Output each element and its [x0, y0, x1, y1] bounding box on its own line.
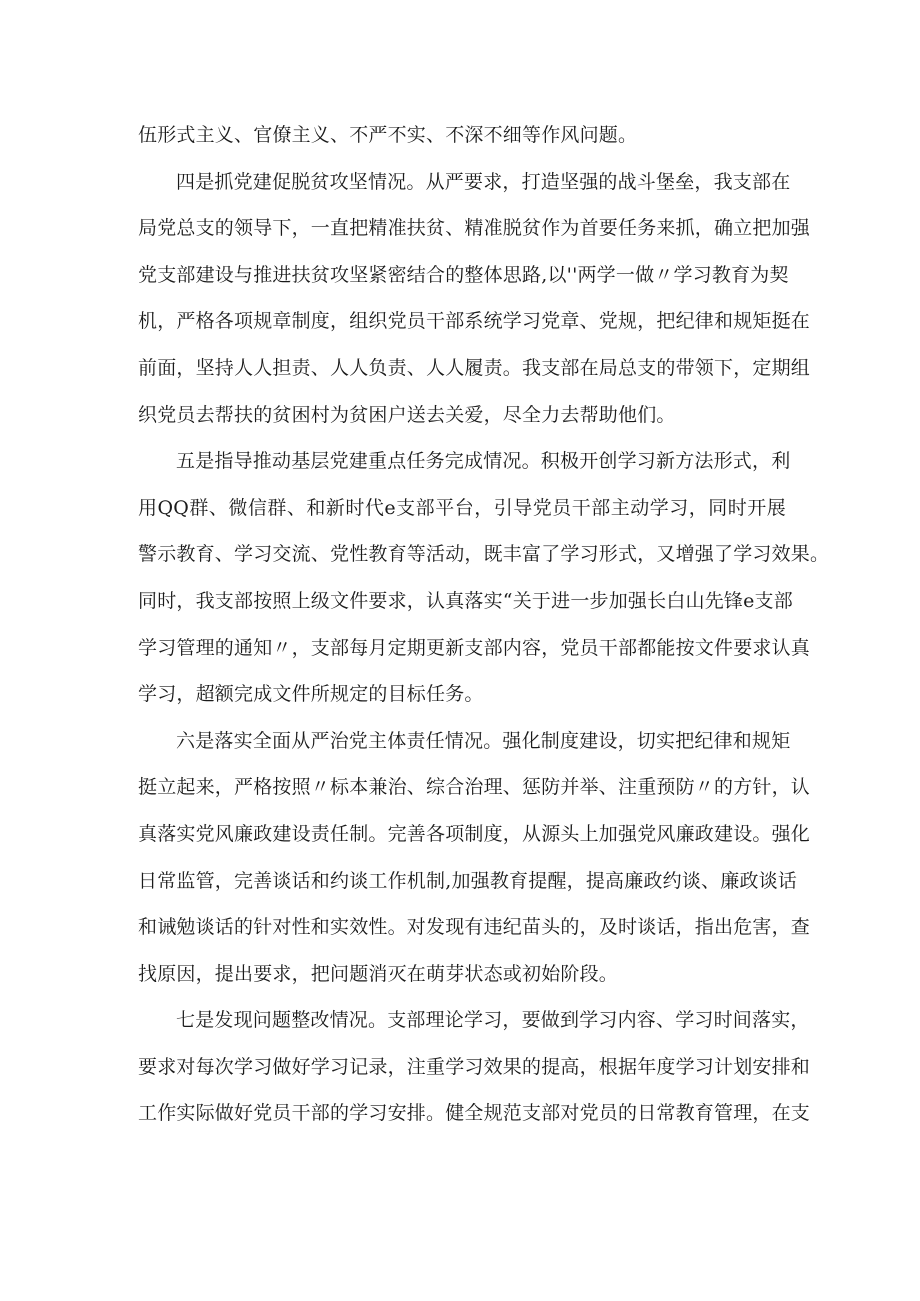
text-line: 警示教育、学习交流、党性教育等活动，既丰富了学习形式，又增强了学习效果。	[138, 543, 830, 566]
text-line: 党支部建设与推进扶贫攻坚紧密结合的整体思路,以''两学一做〃学习教育为契	[138, 263, 789, 286]
text-line: 同时，我支部按照上级文件要求，认真落实“关于进一步加强长白山先锋e支部	[138, 589, 793, 612]
text-line: 找原因，提出要求，把问题消灭在萌芽状态或初始阶段。	[138, 962, 619, 985]
paragraph-2	[138, 438, 830, 718]
text-line: 用QQ群、微信群、和新时代e支部平台，引导党员干部主动学习，同时开展	[138, 496, 786, 519]
paragraph-0	[138, 112, 786, 159]
text-line: 和诫勉谈话的针对性和实效性。对发现有违纪苗头的，及时谈话，指出危害，查	[138, 916, 811, 939]
text-line: 五是指导推动基层党建重点任务完成情况。积极开创学习新方法形式，利	[176, 450, 791, 473]
paragraph-3	[138, 718, 811, 998]
text-line: 日常监管，完善谈话和约谈工作机制,加强教育提醒，提高廉政约谈、廉政谈话	[138, 869, 798, 892]
text-line: 七是发现问题整改情况。支部理论学习，要做到学习内容、学习时间落实，	[176, 1009, 810, 1032]
text-line: 前面，坚持人人担责、人人负责、人人履责。我支部在局总支的带领下，定期组	[138, 356, 811, 379]
text-line: 工作实际做好党员干部的学习安排。健全规范支部对党员的日常教育管理，在支	[138, 1102, 811, 1125]
text-line: 学习管理的通知〃，支部每月定期更新支部内容，党员干部都能按文件要求认真	[138, 636, 811, 659]
text-line: 挺立起来，严格按照〃标本兼治、综合治理、惩防并举、注重预防〃的方针，认	[138, 776, 811, 799]
text-line: 四是抓党建促脱贫攻坚情况。从严要求，打造坚强的战斗堡垒，我支部在	[176, 170, 791, 193]
document-page	[138, 112, 830, 1137]
paragraph-1	[138, 159, 811, 439]
paragraph-4	[138, 997, 811, 1137]
text-line: 局党总支的领导下，一直把精准扶贫、精准脱贫作为首要任务来抓，确立把加强	[138, 217, 811, 240]
text-line: 学习，超额完成文件所规定的目标任务。	[138, 683, 484, 706]
text-line: 织党员去帮扶的贫困村为贫困户送去关爱，尽全力去帮助他们。	[138, 403, 676, 426]
text-line: 机，严格各项规章制度，组织党员干部系统学习党章、党规，把纪律和规矩挺在	[138, 310, 811, 333]
text-line: 六是落实全面从严治党主体责任情况。强化制度建设，切实把纪律和规矩	[176, 729, 791, 752]
text-line: 伍形式主义、官僚主义、不严不实、不深不细等作风问题。	[138, 124, 638, 146]
text-line: 真落实党风廉政建设责任制。完善各项制度，从源头上加强党风廉政建设。强化	[138, 822, 811, 845]
text-line: 要求对每次学习做好学习记录，注重学习效果的提高，根据年度学习计划安排和	[138, 1055, 811, 1078]
